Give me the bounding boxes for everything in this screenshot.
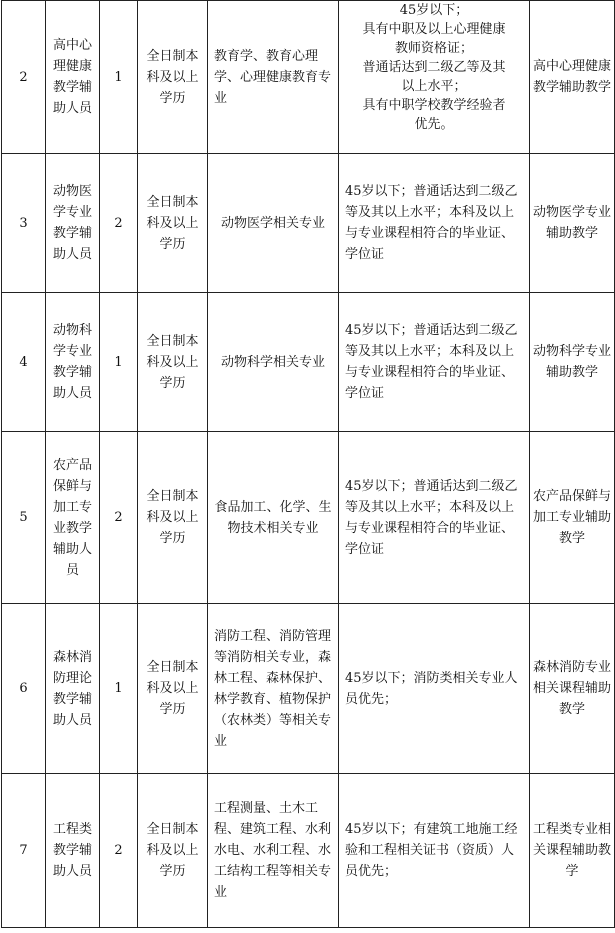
other-conditions	[339, 1, 530, 154]
row-number: 6	[2, 604, 46, 774]
table-row	[2, 774, 615, 928]
remark: 农产品保鲜与加工专业辅助教学	[530, 432, 615, 604]
position-name: 农产品保鲜与加工专业教学辅助人员	[46, 432, 100, 604]
headcount: 2	[100, 154, 138, 293]
other-conditions: 45岁以下；普通话达到二级乙等及其以上水平；本科及以上与专业课程相符合的毕业证、学位证	[339, 154, 530, 293]
major-requirement: 工程测量、土木工程、建筑工程、水利水电、水利工程、水工结构工程等相关专业	[208, 774, 339, 928]
major-requirement: 教育学、教育心理学、心理健康教育专业	[208, 1, 339, 154]
remark: 森林消防专业相关课程辅助教学	[530, 604, 615, 774]
table-row	[2, 293, 615, 432]
education-requirement: 全日制本科及以上学历	[138, 604, 208, 774]
education-requirement: 全日制本科及以上学历	[138, 293, 208, 432]
major-requirement: 消防工程、消防管理等消防相关专业，森林工程、森林保护、林学教育、植物保护（农林类）等相关专业	[208, 604, 339, 774]
education-requirement: 全日制本科及以上学历	[138, 1, 208, 154]
headcount: 1	[100, 293, 138, 432]
condition-line: 优先。	[414, 117, 454, 132]
headcount: 2	[100, 432, 138, 604]
major-requirement: 动物科学相关专业	[208, 293, 339, 432]
condition-line: 普通话达到二级乙等及其	[362, 60, 506, 75]
major-requirement: 食品加工、化学、生物技术相关专业	[208, 432, 339, 604]
education-requirement: 全日制本科及以上学历	[138, 154, 208, 293]
education-requirement: 全日制本科及以上学历	[138, 774, 208, 928]
other-conditions: 45岁以下；普通话达到二级乙等及其以上水平；本科及以上与专业课程相符合的毕业证、学位证	[339, 293, 530, 432]
other-conditions: 45岁以下；普通话达到二级乙等及其以上水平；本科及以上与专业课程相符合的毕业证、学位证	[339, 432, 530, 604]
position-name: 动物医学专业教学辅助人员	[46, 154, 100, 293]
condition-line: 以上水平；	[401, 79, 467, 94]
other-conditions: 45岁以下；消防类相关专业人员优先；	[339, 604, 530, 774]
remark: 高中心理健康教学辅助教学	[530, 1, 615, 154]
table-row	[2, 1, 615, 154]
table-row	[2, 604, 615, 774]
position-name: 工程类教学辅助人员	[46, 774, 100, 928]
major-requirement: 动物医学相关专业	[208, 154, 339, 293]
table-row	[2, 154, 615, 293]
headcount: 2	[100, 774, 138, 928]
condition-line: 具有中职及以上心理健康	[362, 22, 506, 37]
condition-line: 具有中职学校教学经验者	[362, 98, 506, 113]
position-name: 森林消防理论教学辅助人员	[46, 604, 100, 774]
remark: 工程类专业相关课程辅助教学	[530, 774, 615, 928]
position-name: 高中心理健康教学辅助人员	[46, 1, 100, 154]
condition-line: 45岁以下；	[399, 3, 469, 18]
headcount: 1	[100, 1, 138, 154]
row-number: 4	[2, 293, 46, 432]
row-number: 7	[2, 774, 46, 928]
education-requirement: 全日制本科及以上学历	[138, 432, 208, 604]
recruitment-table	[1, 0, 615, 928]
remark: 动物医学专业辅助教学	[530, 154, 615, 293]
other-conditions: 45岁以下；有建筑工地施工经验和工程相关证书（资质）人员优先；	[339, 774, 530, 928]
row-number: 3	[2, 154, 46, 293]
condition-line: 教师资格证；	[394, 41, 473, 56]
position-name: 动物科学专业教学辅助人员	[46, 293, 100, 432]
table-row	[2, 432, 615, 604]
remark: 动物科学专业辅助教学	[530, 293, 615, 432]
row-number: 5	[2, 432, 46, 604]
row-number: 2	[2, 1, 46, 154]
headcount: 1	[100, 604, 138, 774]
